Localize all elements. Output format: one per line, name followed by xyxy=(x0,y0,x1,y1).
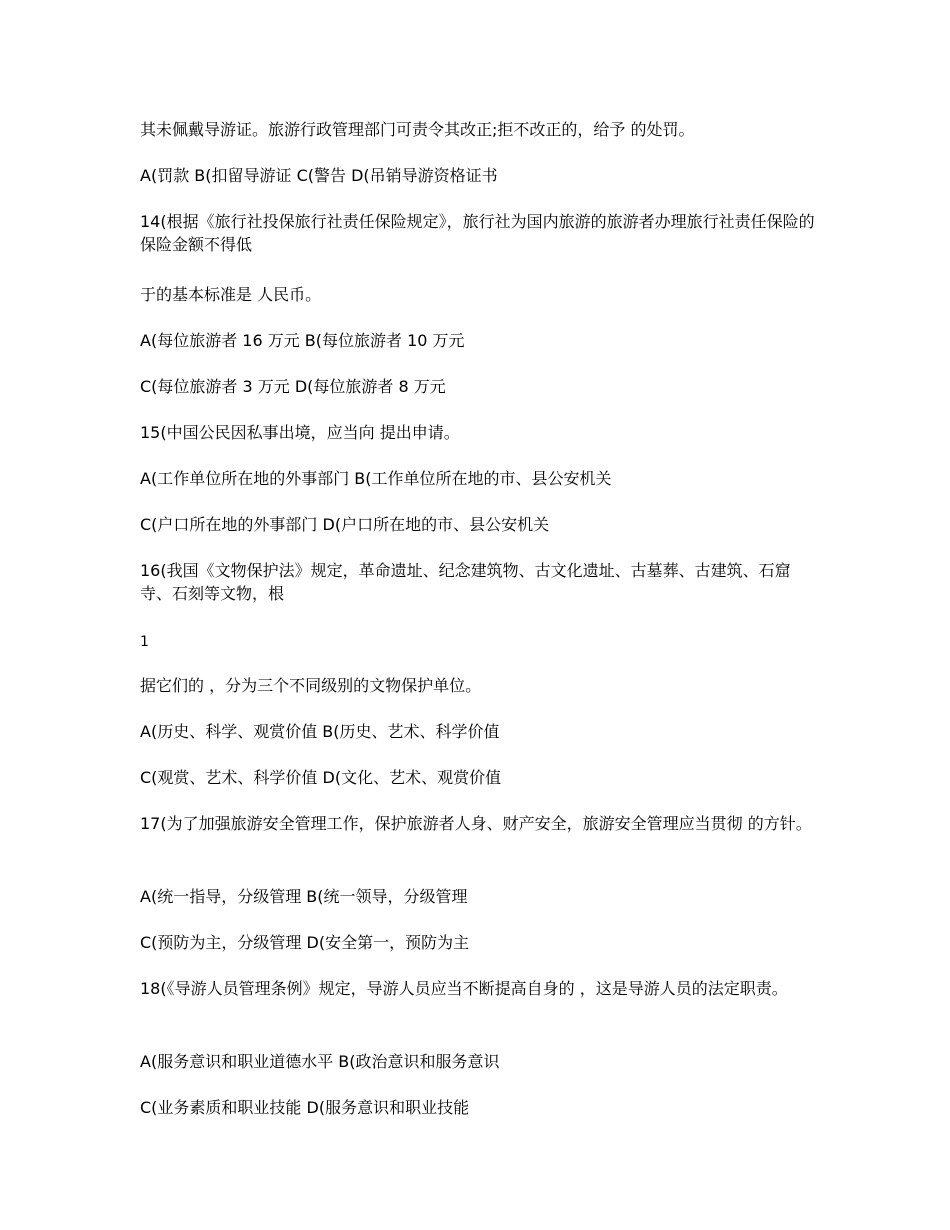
answer-options-line: A(工作单位所在地的外事部门 B(工作单位所在地的市、县公安机关 xyxy=(140,469,612,488)
answer-options-line: C(每位旅游者 3 万元 D(每位旅游者 8 万元 xyxy=(140,377,446,396)
answer-options-line: A(罚款 B(扣留导游证 C(警告 D(吊销导游资格证书 xyxy=(140,166,498,185)
answer-options-line: A(统一指导，分级管理 B(统一领导，分级管理 xyxy=(140,887,468,906)
question-18: 18(《导游人员管理条例》规定，导游人员应当不断提高自身的 ，这是导游人员的法定职责。 xyxy=(140,979,788,998)
answer-options-line: A(历史、科学、观赏价值 B(历史、艺术、科学价值 xyxy=(140,722,500,741)
answer-options-line: C(预防为主，分级管理 D(安全第一，预防为主 xyxy=(140,933,470,952)
answer-options-line: C(业务素质和职业技能 D(服务意识和职业技能 xyxy=(140,1098,470,1117)
question-14: 14(根据《旅行社投保旅行社责任保险规定》，旅行社为国内旅游的旅游者办理旅行社责任保险的保险金额不得低 xyxy=(140,212,815,254)
question-16: 16(我国《文物保护法》规定，革命遗址、纪念建筑物、古文化遗址、古墓葬、古建筑、石窟寺、石刻等文物，根 xyxy=(140,561,791,603)
question-15: 15(中国公民因私事出境，应当向 提出申请。 xyxy=(140,423,460,442)
answer-options-line: A(服务意识和职业道德水平 B(政治意识和服务意识 xyxy=(140,1052,500,1071)
answer-options-line: C(户口所在地的外事部门 D(户口所在地的市、县公安机关 xyxy=(140,515,550,534)
answer-options-line: A(每位旅游者 16 万元 B(每位旅游者 10 万元 xyxy=(140,331,465,350)
text-line: 其未佩戴导游证。旅游行政管理部门可责令其改正;拒不改正的，给予 的处罚。 xyxy=(140,120,695,139)
answer-options-line: C(观赏、艺术、科学价值 D(文化、艺术、观赏价值 xyxy=(140,768,502,787)
page-number: 1 xyxy=(140,634,149,650)
question-17: 17(为了加强旅游安全管理工作，保护旅游者人身、财产安全，旅游安全管理应当贯彻 的方针。 xyxy=(140,814,812,833)
text-line: 于的基本标准是 人民币。 xyxy=(140,285,322,304)
text-line: 据它们的 ，分为三个不同级别的文物保护单位。 xyxy=(140,676,482,695)
